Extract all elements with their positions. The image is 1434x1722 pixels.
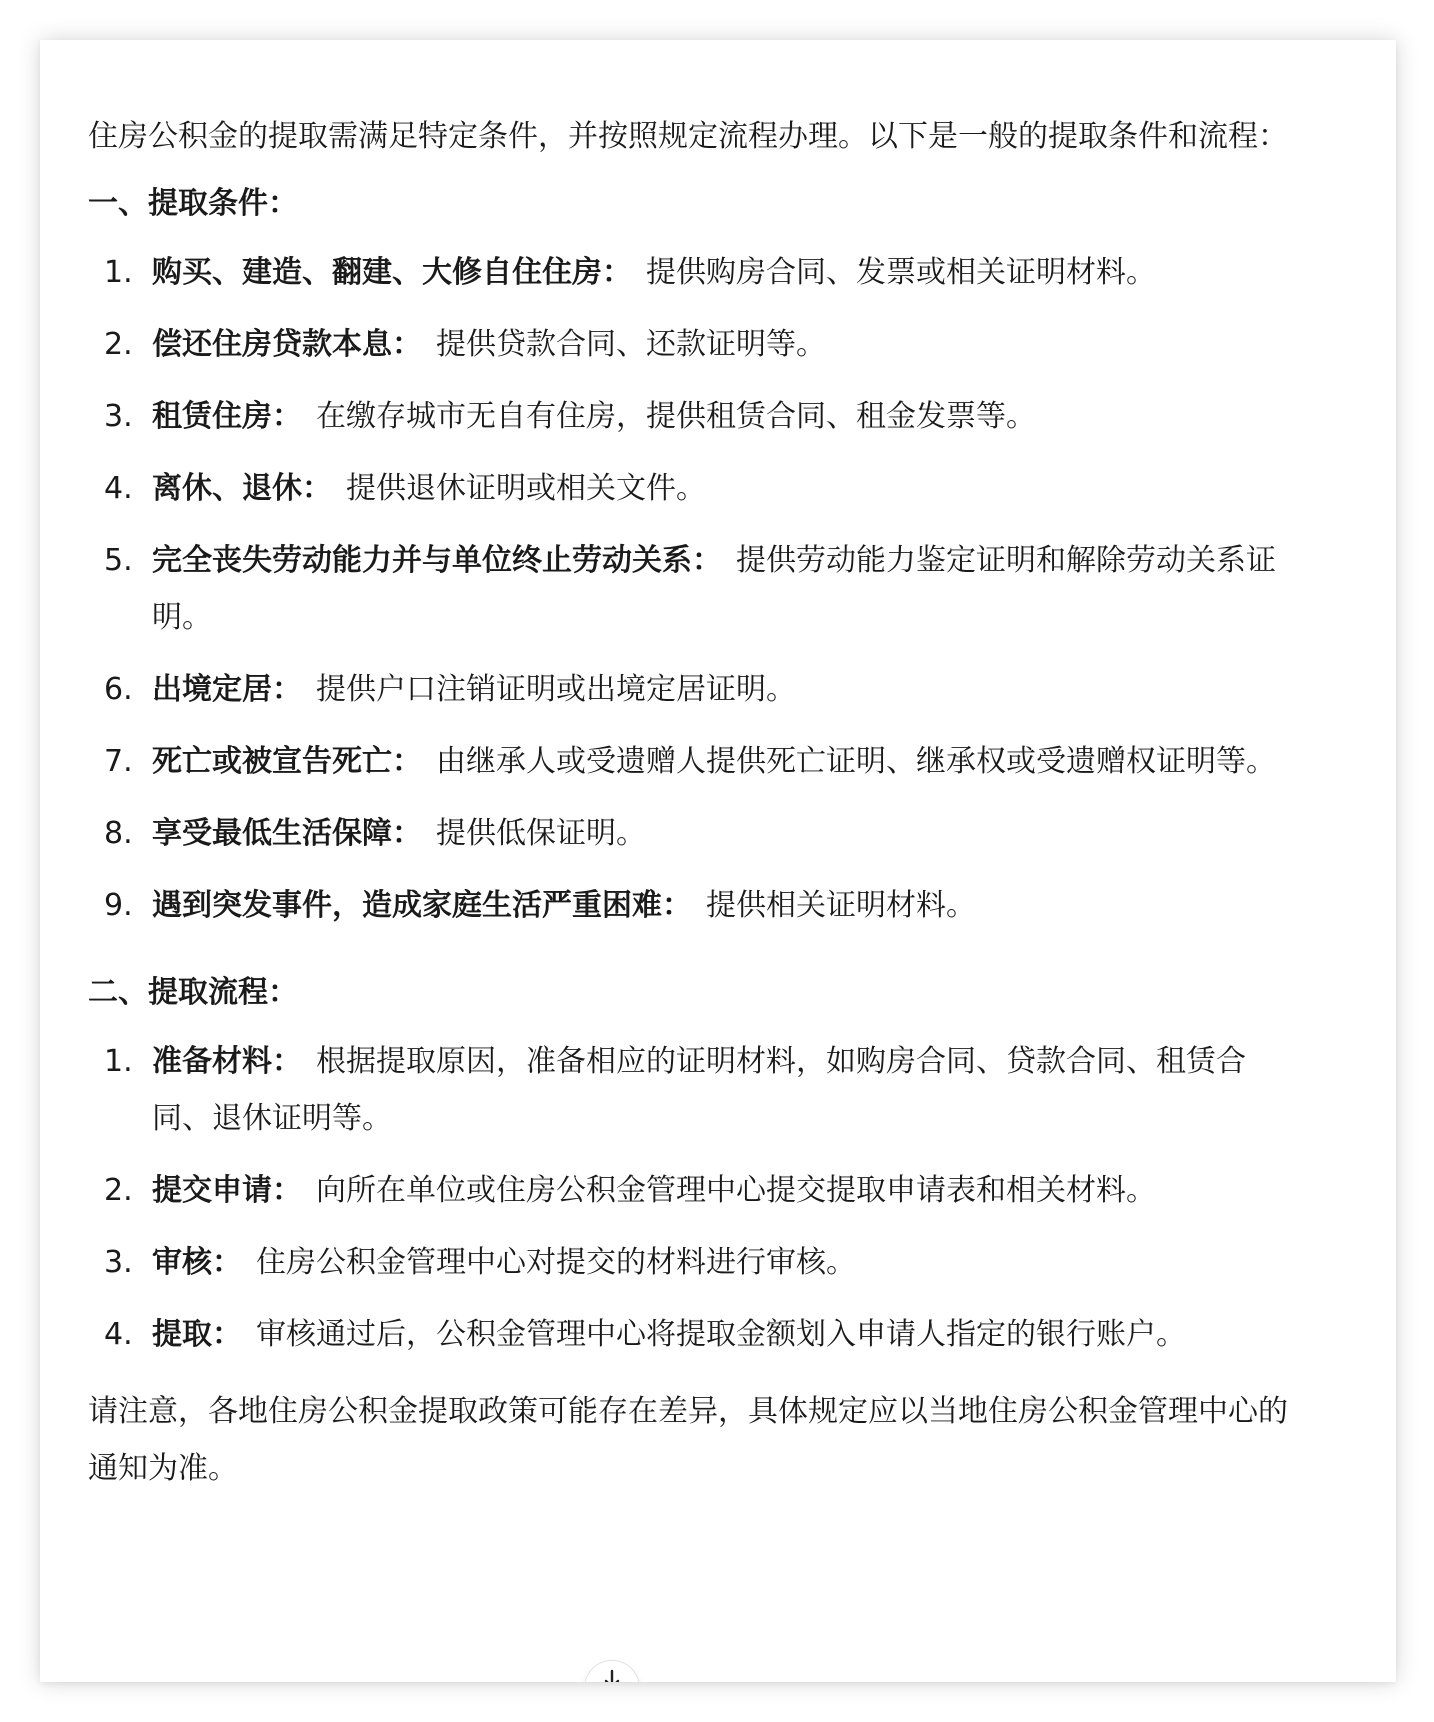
section-heading-process: 二、提取流程： — [88, 975, 298, 1010]
list-term: 审核： — [152, 1245, 242, 1280]
list-item — [88, 532, 1300, 646]
list-desc: 在缴存城市无自有住房，提供租赁合同、租金发票等。 — [316, 399, 1036, 434]
list-item — [88, 1234, 1300, 1291]
list-term: 遇到突发事件，造成家庭生活严重困难： — [152, 888, 692, 923]
list-term: 准备材料： — [152, 1044, 302, 1079]
list-desc: 由继承人或受遗赠人提供死亡证明、继承权或受遗赠权证明等。 — [436, 744, 1276, 779]
section-heading-conditions: 一、提取条件： — [88, 186, 298, 221]
list-item — [88, 388, 1300, 445]
list-desc: 提供户口注销证明或出境定居证明。 — [316, 672, 796, 707]
list-item — [88, 661, 1300, 718]
list-number: 1. — [104, 255, 133, 290]
list-term: 购买、建造、翻建、大修自住住房： — [152, 255, 632, 290]
arrow-down-icon — [602, 1669, 622, 1682]
list-desc: 提供低保证明。 — [436, 816, 646, 851]
list-term: 提取： — [152, 1317, 242, 1352]
list-term: 死亡或被宣告死亡： — [152, 744, 422, 779]
list-desc: 提供退休证明或相关文件。 — [346, 471, 706, 506]
list-number: 4. — [104, 471, 133, 506]
list-number: 3. — [104, 399, 133, 434]
list-number: 8. — [104, 816, 133, 851]
list-desc: 审核通过后，公积金管理中心将提取金额划入申请人指定的银行账户。 — [256, 1317, 1186, 1352]
list-term: 提交申请： — [152, 1173, 302, 1208]
list-item — [88, 1162, 1300, 1219]
list-desc: 根据提取原因，准备相应的证明材料，如购房合同、贷款合同、租赁合同、退休证明等。 — [152, 1044, 1246, 1136]
list-number: 7. — [104, 744, 133, 779]
list-number: 1. — [104, 1044, 133, 1079]
list-item — [88, 1033, 1300, 1147]
list-item — [88, 1306, 1300, 1363]
list-number: 5. — [104, 543, 133, 578]
conditions-list — [88, 244, 1300, 934]
list-desc: 提供贷款合同、还款证明等。 — [436, 327, 826, 362]
list-number: 2. — [104, 1173, 133, 1208]
list-item — [88, 316, 1300, 373]
list-term: 享受最低生活保障： — [152, 816, 422, 851]
list-desc: 向所在单位或住房公积金管理中心提交提取申请表和相关材料。 — [316, 1173, 1156, 1208]
list-number: 6. — [104, 672, 133, 707]
list-desc: 住房公积金管理中心对提交的材料进行审核。 — [256, 1245, 856, 1280]
list-number: 3. — [104, 1245, 133, 1280]
list-item — [88, 733, 1300, 790]
list-number: 4. — [104, 1317, 133, 1352]
list-term: 完全丧失劳动能力并与单位终止劳动关系： — [152, 543, 722, 578]
list-item — [88, 877, 1300, 934]
list-desc: 提供相关证明材料。 — [706, 888, 976, 923]
list-term: 离休、退休： — [152, 471, 332, 506]
list-item — [88, 805, 1300, 862]
list-item — [88, 244, 1300, 301]
assistant-response — [88, 108, 1300, 1497]
list-term: 偿还住房贷款本息： — [152, 327, 422, 362]
list-term: 租赁住房： — [152, 399, 302, 434]
list-item — [88, 460, 1300, 517]
list-desc: 提供购房合同、发票或相关证明材料。 — [646, 255, 1156, 290]
list-number: 9. — [104, 888, 133, 923]
scroll-to-bottom-button[interactable] — [584, 1660, 640, 1682]
list-desc: 提供劳动能力鉴定证明和解除劳动关系证明。 — [152, 543, 1276, 635]
chat-message-card — [40, 40, 1396, 1682]
intro-paragraph: 住房公积金的提取需满足特定条件，并按照规定流程办理。以下是一般的提取条件和流程： — [88, 119, 1288, 154]
list-number: 2. — [104, 327, 133, 362]
process-list — [88, 1033, 1300, 1363]
list-term: 出境定居： — [152, 672, 302, 707]
note-paragraph: 请注意，各地住房公积金提取政策可能存在差异，具体规定应以当地住房公积金管理中心的通知为准。 — [88, 1394, 1288, 1486]
